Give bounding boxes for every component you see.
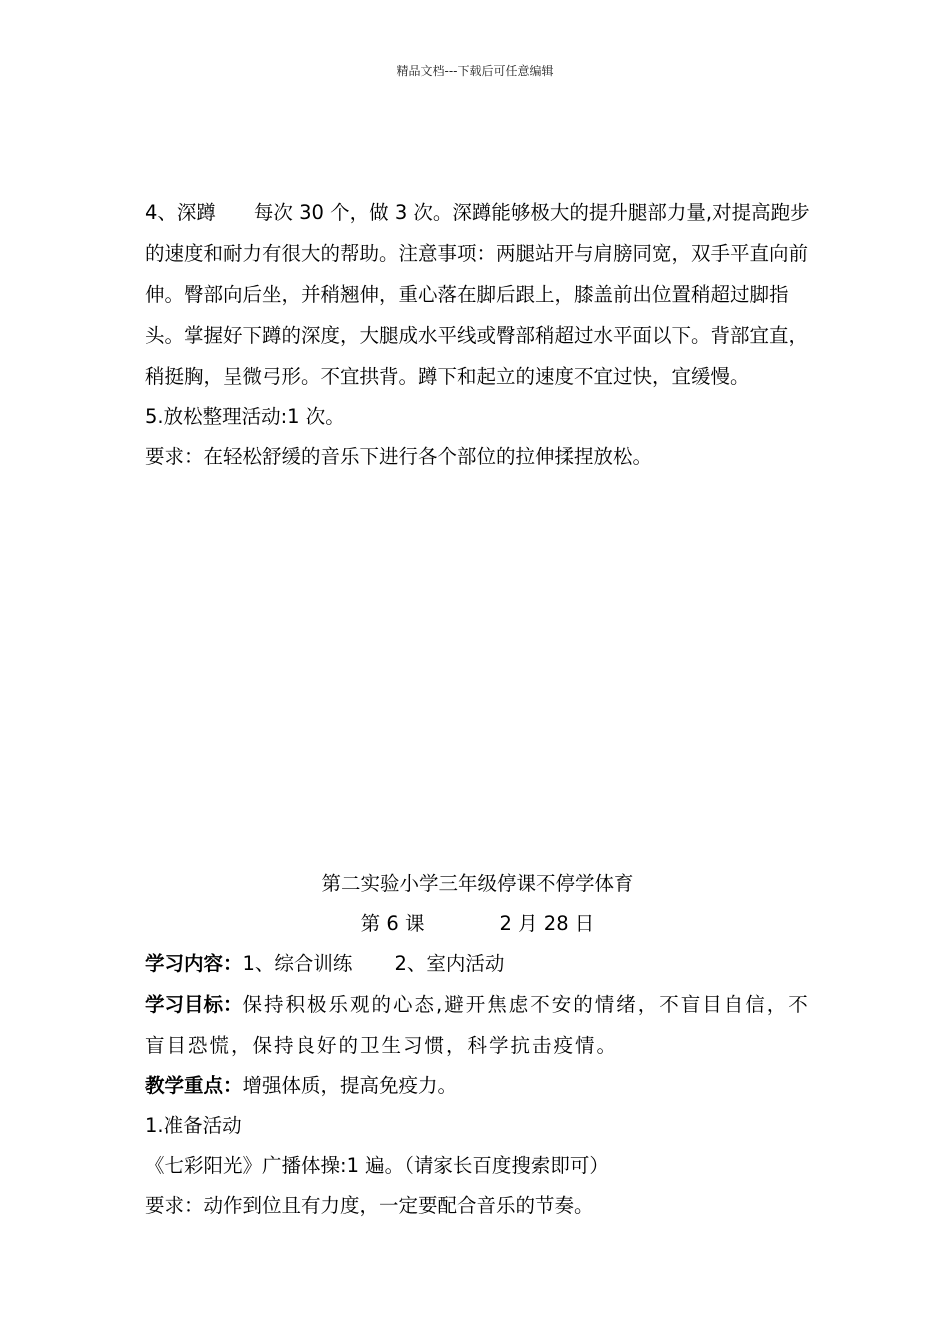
learning-goal xyxy=(145,984,810,1066)
squat-body: 每次 30 个，做 3 次。深蹲能够极大的提升腿部力量,对提高跑步的速度和耐力有很大的帮助。注意事项：两腿站开与肩膀同宽，双手平直向前伸。臀部向后坐，并稍翘伸，重心落在脚后跟上，膝盖前出位置稍超过脚指头。掌握好下蹲的深度，大腿成水平线或臀部稍超过水平面以下。背部宜直，稍挺胸，呈微弓形。不宜拱背。蹲下和起立的速度不宜过快，宜缓慢。 xyxy=(145,201,810,388)
squat-heading: 4、深蹲 xyxy=(145,201,216,224)
teaching-focus xyxy=(145,1066,810,1106)
learning-content-label: 学习内容： xyxy=(145,952,243,975)
teaching-focus-text: 增强体质，提高免疫力。 xyxy=(242,1074,458,1097)
lesson-title: 第二实验小学三年级停课不停学体育 xyxy=(321,872,634,895)
learning-content-item-1: 1、综合训练 xyxy=(242,952,353,975)
warmup-detail: 《七彩阳光》广播体操:1 遍。（请家长百度搜索即可） xyxy=(145,1154,609,1177)
learning-goal-label: 学习目标： xyxy=(145,993,243,1016)
warmup-requirement: 要求：动作到位且有力度，一定要配合音乐的节奏。 xyxy=(145,1194,594,1217)
learning-content-item-2: 2、室内活动 xyxy=(394,952,505,975)
page-header: 精品文档---下载后可任意编辑 xyxy=(396,64,554,78)
lesson-date: 2 月 28 日 xyxy=(499,912,595,935)
section-lesson6 xyxy=(145,864,810,1226)
teaching-focus-label: 教学重点： xyxy=(145,1074,243,1097)
relax-requirement: 要求：在轻松舒缓的音乐下进行各个部位的拉伸揉捏放松。 xyxy=(145,445,653,468)
learning-content xyxy=(145,944,810,984)
warmup-item: 1.准备活动 xyxy=(145,1114,242,1137)
lesson-meta xyxy=(145,904,810,944)
lesson-number: 第 6 课 xyxy=(360,912,425,935)
learning-goal-text: 保持积极乐观的心态,避开焦虑不安的情绪，不盲目自信，不盲目恐慌，保持良好的卫生习惯，科学抗击疫情。 xyxy=(145,993,810,1057)
paragraph-squat xyxy=(145,192,810,397)
section-squat xyxy=(145,192,810,477)
relax-item: 5.放松整理活动:1 次。 xyxy=(145,405,345,428)
